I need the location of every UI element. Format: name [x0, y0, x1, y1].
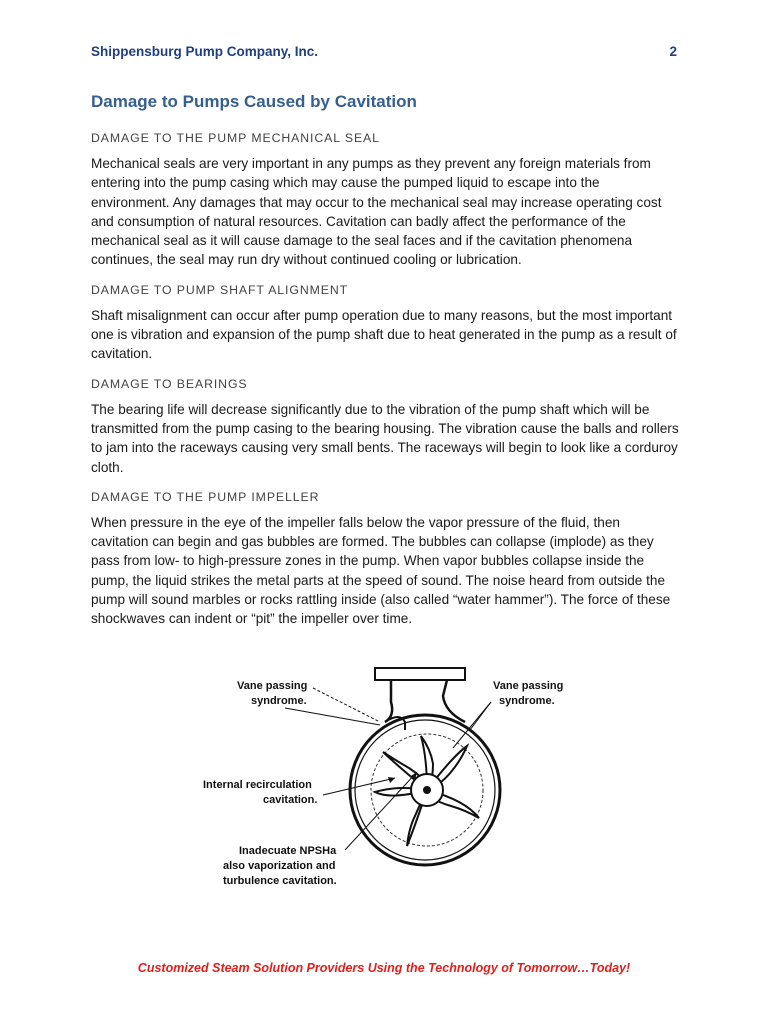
label-npsh-2: also vaporization and: [223, 860, 336, 872]
discharge-flange: [375, 668, 465, 680]
page-header: [91, 44, 677, 59]
section-body-mechanical-seal: Mechanical seals are very important in any pumps as they prevent any foreign materials from entering into the pump casing which may cause the pumped liquid to escape into the environment. Any damages that may occur to the mechanical seal may increase operating cost and consumption of natural resources. Cavitation can badly affect the performance of the mechanical seal as it will cause damage to the seal faces and if the cavitation phenomena continues, the seal may run dry without continued cooling or lubrication.: [91, 156, 662, 268]
label-npsh-1: Inadecuate NPSHa: [239, 845, 337, 857]
page-title: Damage to Pumps Caused by Cavitation: [91, 92, 417, 111]
document-body: [91, 130, 681, 641]
discharge-neck-right: [443, 680, 465, 722]
discharge-neck-left: [385, 680, 392, 722]
impeller-hub: [423, 786, 431, 794]
label-npsh-3: turbulence cavitation.: [223, 875, 337, 887]
diagram-labels: [203, 680, 563, 887]
company-name: Shippensburg Pump Company, Inc.: [91, 44, 319, 59]
pump-diagram-svg: [195, 660, 585, 895]
section-heading-mechanical-seal: DAMAGE TO THE PUMP MECHANICAL SEAL: [91, 131, 380, 145]
section-body-impeller: When pressure in the eye of the impeller falls below the vapor pressure of the fluid, then cavitation can begin and gas bubbles are formed. The bubbles can collapse (implode) as they pass from low- to high-pressure zones in the pump. When vapor bubbles collapse inside the pump, the liquid strikes the metal parts at the speed of sound. The noise heard from outside the pump will sound marbles or rocks rattling inside (also called “water hammer”). The force of these shockwaves can indent or “pit” the impeller over time.: [91, 514, 671, 627]
section-heading-bearings: DAMAGE TO BEARINGS: [91, 376, 248, 391]
label-recirc-2: cavitation.: [263, 794, 318, 806]
section-body-bearings: The bearing life will decrease significantly due to the vibration of the pump shaft which will be transmitted from the pump casing to the bearing housing. The vibration cause the balls and rollers to jam into the raceways causing very small bents. The raceways will begin to look like a corduroy cloth.: [91, 401, 679, 475]
arrow-head-recirc: [388, 777, 395, 783]
label-recirc-1: Internal recirculation: [203, 779, 312, 791]
leader-lines: [285, 688, 491, 850]
section-heading-shaft-alignment: DAMAGE TO PUMP SHAFT ALIGNMENT: [91, 282, 349, 297]
section-body-shaft-alignment: Shaft misalignment can occur after pump operation due to many reasons, but the most important one is vibration and expansion of the pump shaft due to heat generated in the pump as a result of cavitation.: [91, 307, 677, 362]
label-vane-left-2: syndrome.: [251, 695, 307, 707]
pump-cavitation-diagram: [195, 660, 585, 895]
label-vane-left-1: Vane passing: [237, 680, 308, 692]
label-vane-right-1: Vane passing: [493, 680, 564, 692]
page-number: 2: [669, 44, 677, 59]
label-vane-right-2: syndrome.: [499, 695, 555, 707]
section-heading-impeller: DAMAGE TO THE PUMP IMPELLER: [91, 489, 320, 504]
page-footer-tagline: Customized Steam Solution Providers Using the Technology of Tomorrow…Today!: [137, 961, 631, 975]
